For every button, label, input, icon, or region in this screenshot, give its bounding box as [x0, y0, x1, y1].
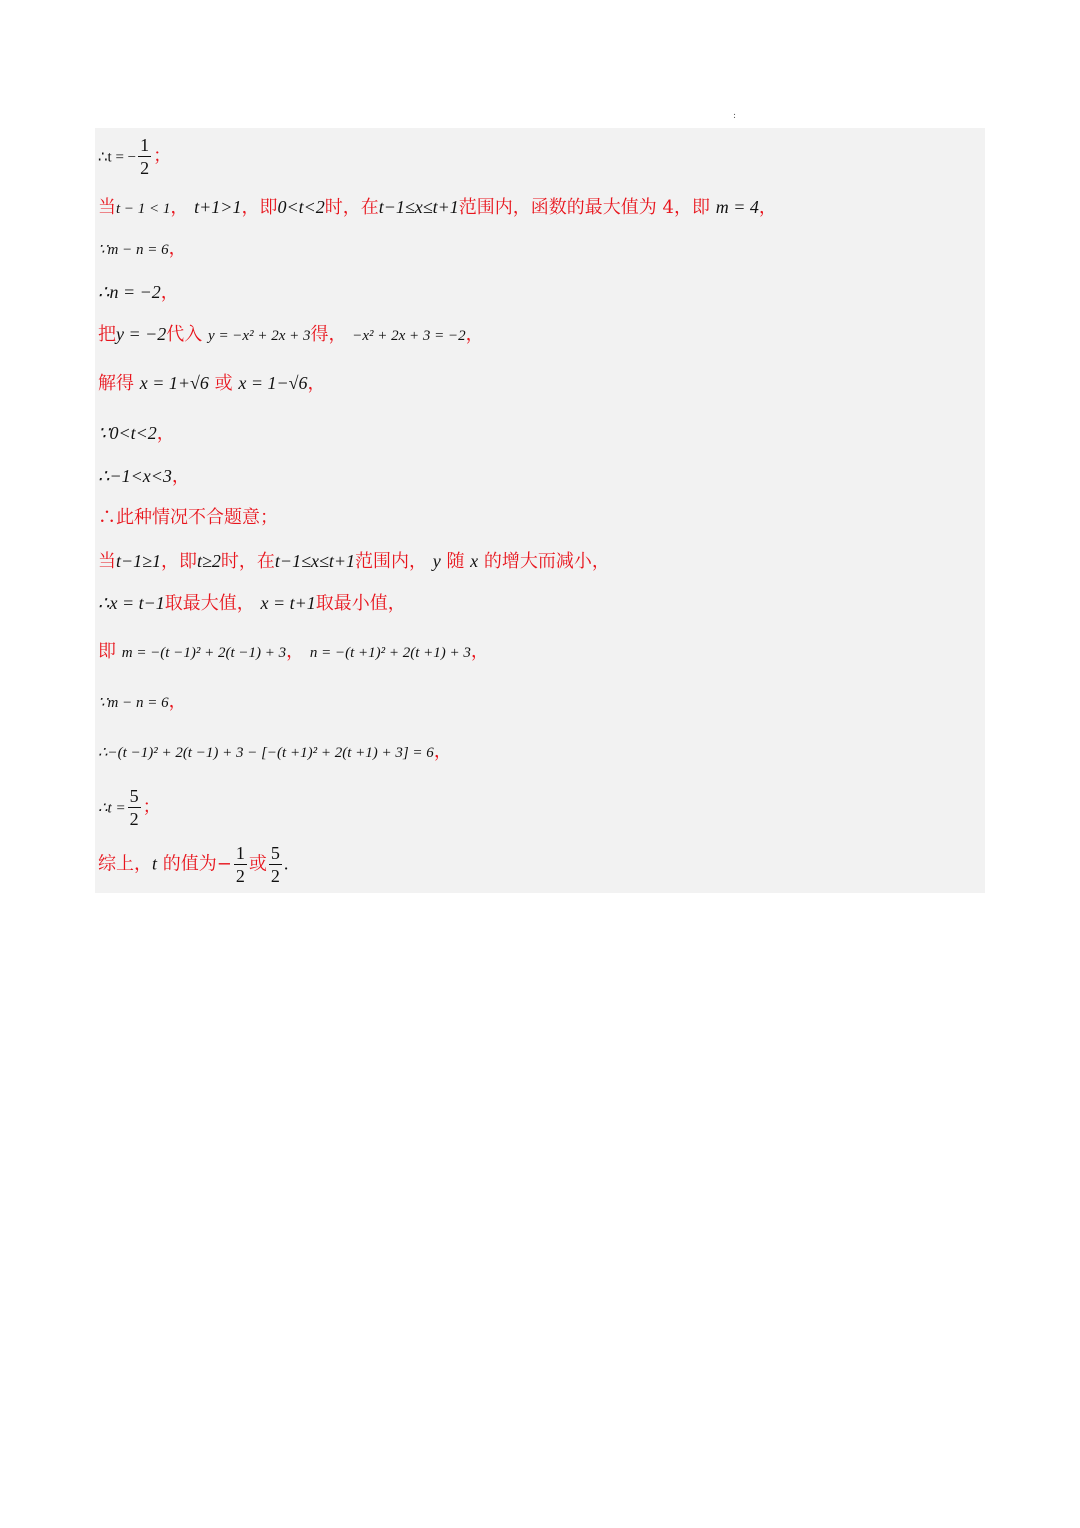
math-text: y = −2	[116, 324, 167, 344]
text: 当	[98, 551, 116, 572]
text: 时，在	[324, 197, 379, 218]
fraction: $\frac{1}{2}$	[235, 843, 245, 886]
math-text: m = −(t −1)² + 2(t −1) + 3	[121, 645, 287, 661]
text: 随	[446, 551, 465, 572]
text: 时，在	[220, 551, 275, 572]
math-text: y	[432, 551, 441, 571]
text: 范围内，	[354, 551, 427, 572]
math-text: x	[470, 551, 479, 571]
line-case-two	[98, 196, 777, 220]
text: 得，	[310, 324, 347, 345]
text: 当	[98, 197, 116, 218]
math-text: t+1>1	[194, 197, 242, 217]
line-t-neg-half	[98, 134, 171, 179]
text: 把	[98, 324, 116, 345]
line-case-three	[98, 550, 610, 573]
math-text: x = t+1	[260, 593, 316, 613]
punctuation: ，	[465, 324, 484, 345]
punctuation: ，	[171, 466, 190, 487]
math-text: t	[152, 853, 158, 874]
header-mark: :	[733, 111, 737, 121]
line-not-valid	[98, 507, 278, 529]
math-text: t − 1 < 1	[116, 201, 171, 217]
text: 范围内，函数的最大值为 4，即	[458, 197, 710, 218]
text: ，即	[241, 197, 278, 218]
solution-panel	[95, 128, 985, 893]
text: ∴此种情况不合题意；	[98, 507, 278, 528]
line-m-minus-n-2	[98, 691, 187, 714]
math-text: 0<t<2	[277, 197, 325, 217]
math-text: ∵m − n = 6	[98, 242, 169, 258]
text: ，	[170, 197, 189, 218]
text: 代入	[166, 324, 203, 345]
text: 综上，	[98, 853, 152, 875]
math-text: ∴t = −	[98, 149, 137, 166]
math-text: ∴−(t −1)² + 2(t −1) + 3 − [−(t +1)² + 2(t +1) + 3] = 6	[98, 745, 434, 761]
text: 的值为−	[162, 853, 232, 875]
text: 或	[214, 373, 233, 394]
fraction: $\frac{5}{2}$	[270, 843, 280, 886]
math-text: t−1≤x≤t+1	[378, 197, 459, 217]
fraction: $\frac{1}{2}$	[140, 135, 150, 178]
math-text: n = −(t +1)² + 2(t +1) + 3	[309, 645, 471, 661]
line-substitute	[98, 323, 484, 347]
math-text: ∵0<t<2	[98, 423, 157, 443]
math-text: ∴x = t−1	[98, 593, 165, 613]
text: 即	[98, 641, 116, 662]
punctuation: ；	[142, 796, 161, 818]
math-text: ∴n = −2	[98, 282, 161, 302]
line-equation	[98, 741, 452, 764]
math-text: m = 4	[715, 197, 759, 217]
math-text: −x² + 2x + 3 = −2	[352, 328, 466, 344]
text: 的增大而减小，	[483, 551, 610, 572]
punctuation: ，	[168, 238, 187, 259]
math-text: t−1≤x≤t+1	[274, 551, 355, 571]
math-text: x = 1−√6	[238, 373, 308, 393]
line-x-range	[98, 465, 190, 488]
text: 或	[248, 853, 267, 875]
math-text: t≥2	[197, 551, 221, 571]
fraction: $\frac{5}{2}$	[129, 786, 139, 829]
math-text: ∴t =	[98, 800, 126, 817]
line-solve-x	[98, 372, 326, 395]
math-text: t−1≥1	[116, 551, 162, 571]
text: ，即	[161, 551, 198, 572]
text: ，	[758, 197, 777, 218]
punctuation: ，	[156, 423, 175, 444]
line-t-range	[98, 422, 175, 445]
line-t-five-halves	[98, 785, 161, 830]
punctuation: ，	[433, 741, 452, 762]
line-conclusion	[98, 842, 288, 887]
punctuation: ；	[153, 145, 172, 167]
text: ，	[286, 641, 305, 662]
line-m-n-expressions	[98, 641, 489, 664]
punctuation: .	[283, 853, 289, 874]
punctuation: ，	[470, 641, 489, 662]
text: 取最小值，	[315, 593, 406, 614]
math-text: ∵m − n = 6	[98, 695, 169, 711]
line-m-minus-n	[98, 238, 187, 261]
punctuation: ，	[160, 282, 179, 303]
text: 解得	[98, 373, 134, 394]
math-text: ∴−1<x<3	[98, 466, 172, 486]
math-text: x = 1+√6	[139, 373, 209, 393]
math-text: y = −x² + 2x + 3	[208, 328, 311, 344]
line-extremes	[98, 592, 406, 615]
text: 取最大值，	[164, 593, 255, 614]
punctuation: ，	[307, 373, 326, 394]
punctuation: ，	[168, 691, 187, 712]
line-n-value	[98, 281, 179, 304]
